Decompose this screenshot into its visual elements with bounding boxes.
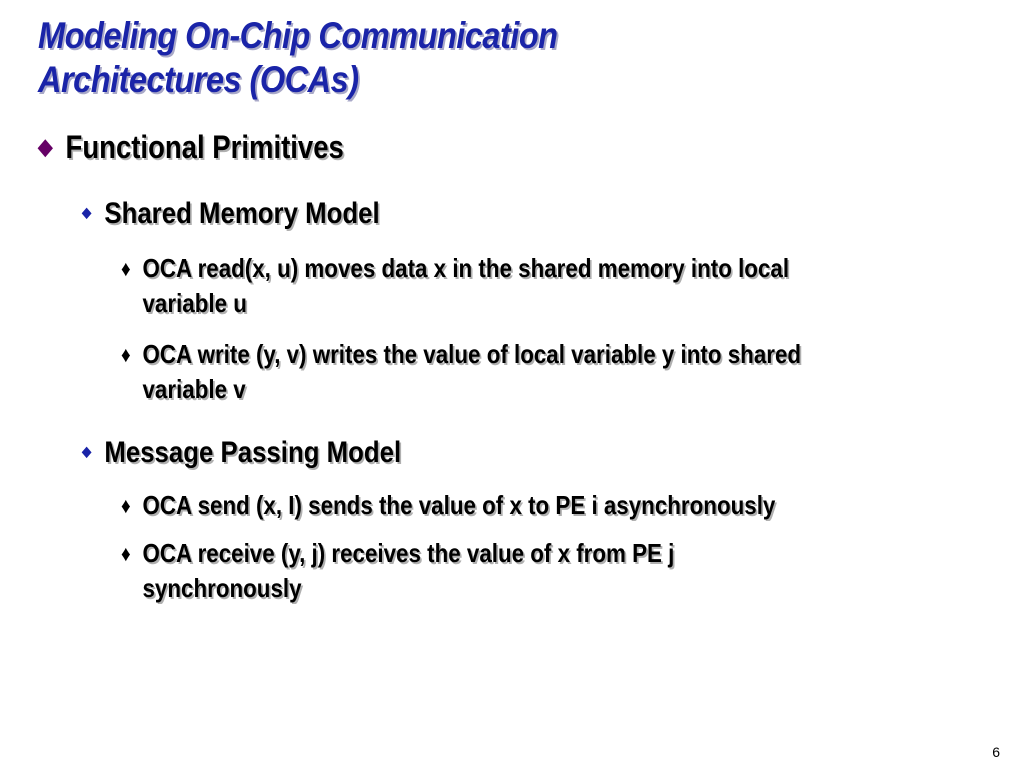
- bullet-line: [121, 251, 789, 286]
- bullet-shared-memory-model: [82, 193, 380, 233]
- small-diamond-bullet-icon: ◆: [82, 204, 92, 220]
- bullet-line: [121, 488, 775, 523]
- page-number: 6: [992, 744, 1000, 760]
- bullet-text: OCA receive (y, j) receives the value of x from PE j: [142, 538, 675, 568]
- bullet-oca-write: [121, 337, 801, 406]
- diamond-suit-bullet-icon: ♦: [121, 541, 131, 566]
- bullet-continuation: variable v: [142, 374, 246, 404]
- slide-title-line-1: Modeling On-Chip Communication: [38, 15, 558, 56]
- bullet-continuation: variable u: [142, 288, 247, 318]
- slide-title-line-2: Architectures (OCAs): [38, 59, 359, 100]
- bullet-text: OCA write (y, v) writes the value of local variable y into shared: [142, 339, 802, 369]
- diamond-suit-bullet-icon: ♦: [121, 256, 131, 281]
- bullet-text: OCA send (x, I) sends the value of x to PE i asynchronously: [142, 490, 776, 520]
- bullet-text: Message Passing Model: [104, 436, 402, 469]
- bullet-oca-send: [121, 488, 775, 523]
- bullet-text: Shared Memory Model: [104, 197, 380, 230]
- diamond-suit-bullet-icon: ♦: [121, 493, 131, 518]
- bullet-text: OCA read(x, u) moves data x in the shared memory into local: [142, 253, 790, 283]
- bullet-message-passing-model: [82, 432, 401, 472]
- slide-title: [38, 14, 558, 102]
- diamond-suit-bullet-icon: ♦: [121, 342, 131, 367]
- bullet-oca-read: [121, 251, 789, 320]
- bullet-functional-primitives: [38, 127, 344, 167]
- bullet-continuation: synchronously: [142, 573, 302, 603]
- bullet-line: [121, 337, 801, 372]
- bullet-text: Functional Primitives: [65, 129, 344, 165]
- bullet-oca-receive: [121, 536, 674, 605]
- bullet-line: [121, 536, 674, 571]
- small-diamond-bullet-icon: ◆: [82, 443, 92, 459]
- diamond-bullet-icon: ◆: [38, 134, 53, 159]
